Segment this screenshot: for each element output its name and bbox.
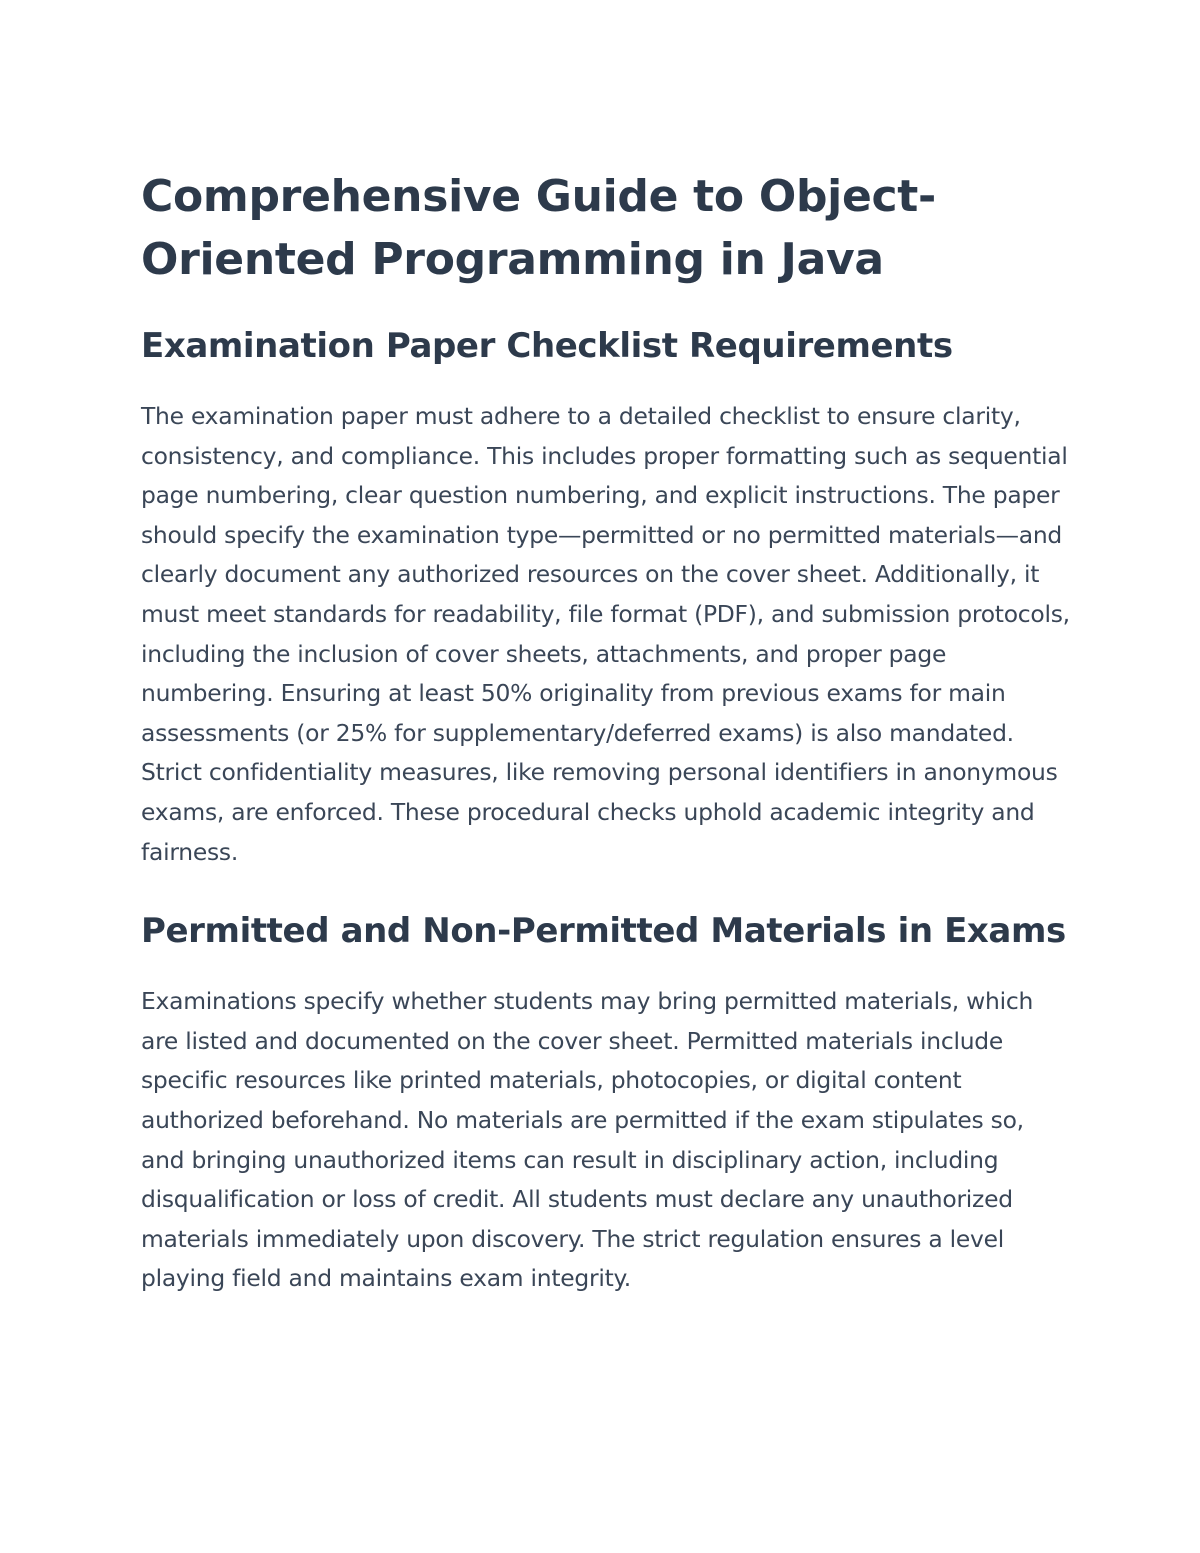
section-body-materials: Examinations specify whether students may bring permitted materials, which are listed and documented on the cover sheet. Permitted materials include specific resources like printed materials, photocopies, or digital content authorized beforehand. No materials are permitted if the exam stipulates so, and bringing unauthorized items can result in disciplinary action, including disqualification or loss of credit. All students must declare any unauthorized materials immediately upon discovery. The strict regulation ensures a level playing field and maintains exam integrity. bbox=[141, 987, 1034, 1293]
section-heading-checklist: Examination Paper Checklist Requirements bbox=[141, 326, 953, 366]
section-heading-materials: Permitted and Non-Permitted Materials in Exams bbox=[141, 911, 1066, 952]
section-body-checklist: The examination paper must adhere to a detailed checklist to ensure clarity, consistency, and compliance. This includes proper formatting such as sequential page numbering, clear question numbering, and explicit instructions. The paper should specify the examination type—permitted or no permitted materials—and clearly document any authorized resources on the cover sheet. Additionally, it must meet standards for readability, file format (PDF), and submission protocols, including the inclusion of cover sheets, attachments, and proper page numbering. Ensuring at least 50% originality from previous exams for main assessments (or 25% for supplementary/deferred exams) is also mandated. Strict confidentiality measures, like removing personal identifiers in anonymous exams, are enforced. These procedural checks uphold academic integrity and fairness. bbox=[141, 402, 1070, 866]
page-title: Comprehensive Guide to Object-Oriented Programming in Java bbox=[141, 171, 936, 285]
document-page bbox=[141, 165, 1071, 1299]
